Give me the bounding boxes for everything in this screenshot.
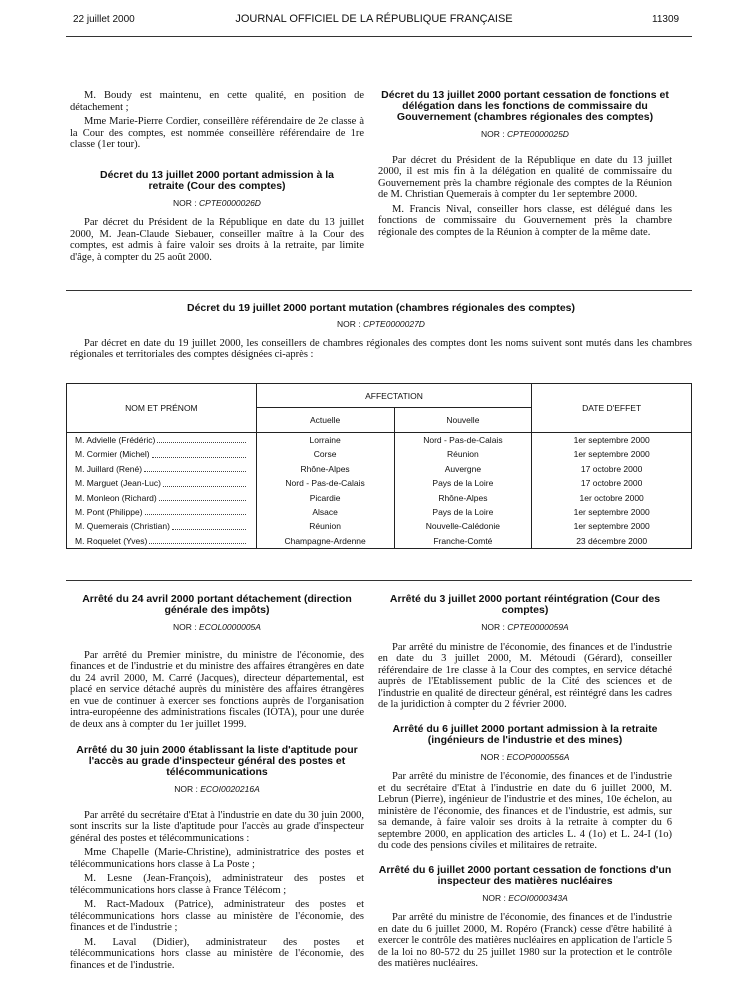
column-header-date: DATE D'EFFET	[532, 384, 692, 433]
nor-reference: NOR : ECOI0020216A	[174, 784, 260, 794]
table-row	[67, 519, 256, 533]
section-rule	[66, 290, 692, 291]
affectation-nouvelle: Réunion	[447, 449, 479, 460]
person-name: M. Monleon (Richard)	[75, 492, 157, 503]
table-row	[67, 505, 256, 519]
nor-reference: NOR : ECOP0000556A	[480, 751, 570, 762]
header-rule	[66, 36, 692, 37]
affectation-actuelle: Rhône-Alpes	[300, 463, 350, 474]
paragraph: Mme Chapelle (Marie-Christine), administratrice des postes et télécommunications hors classe à La Poste ;	[70, 847, 364, 870]
affectation-nouvelle: Franche-Comté	[433, 535, 493, 546]
paragraph: M. Lesne (Jean-François), administrateur des postes et télécommunications hors classe à France Télécom ;	[70, 873, 364, 896]
affectation-nouvelle: Rhône-Alpes	[438, 492, 488, 503]
affectation-actuelle: Champagne-Ardenne	[284, 535, 366, 546]
effective-date: 1er octobre 2000	[579, 492, 644, 503]
paragraph: M. Ract-Madoux (Patrice), administrateur des postes et télécommunications hors classe au ministère de l'économie, des finances et de l'industrie ;	[70, 899, 364, 933]
nor-reference: NOR : CPTE0000027D	[337, 319, 425, 329]
paragraph: Par arrêté du ministre de l'économie, des finances et de l'industrie en date du 6 juillet 2000, M. Ropéro (Franck) cesse d'être habilité à exercer le contrôle des matières nucléaires en application de l'article 5 de la loi no 80-572 du 25 juillet 1980 sur la protection et le contrôle des matières nucléaires.	[378, 912, 672, 969]
paragraph: Par décret du Président de la République en date du 13 juillet 2000, il est mis fin à la délégation en qualité de commissaire du Gouvernement près la chambre régionale des comptes de la Réunion de M. Christian Quemerais à compter du 1er septembre 2000.	[378, 154, 672, 200]
bottom-left-column	[70, 594, 364, 974]
affectation-actuelle: Lorraine	[309, 435, 341, 445]
affectation-nouvelle: Pays de la Loire	[432, 506, 494, 517]
decree-title: Décret du 19 juillet 2000 portant mutation (chambres régionales des comptes)	[186, 302, 576, 314]
paragraph: M. Francis Nival, conseiller hors classe, est délégué dans les fonctions de commissaire du Gouvernement près la chambre régionale des comptes de la Réunion à compter de la même date.	[378, 203, 672, 238]
effective-date: 17 octobre 2000	[580, 463, 643, 474]
decree-title: Décret du 13 juillet 2000 portant admission à la retraite (Cour des comptes)	[100, 168, 334, 192]
mutation-section	[70, 303, 692, 364]
person-name: M. Cormier (Michel)	[75, 449, 150, 460]
names-cell	[67, 433, 257, 549]
person-name: M. Juillard (René)	[75, 463, 143, 474]
bottom-right-column	[378, 594, 672, 973]
column-header-actuelle: Actuelle	[256, 408, 394, 433]
section-rule	[66, 580, 692, 581]
effective-date: 1er septembre 2000	[573, 449, 650, 460]
nouvelle-cell	[394, 433, 532, 549]
nor-reference: NOR : CPTE0000025D	[481, 129, 569, 139]
decree-title: Arrêté du 24 avril 2000 portant détachement (direction générale des impôts)	[82, 593, 352, 616]
decree-title: Arrêté du 3 juillet 2000 portant réintégration (Cour des comptes)	[389, 593, 661, 616]
person-name: M. Marguet (Jean-Luc)	[75, 478, 161, 489]
table-row	[67, 491, 256, 505]
decree-title: Arrêté du 6 juillet 2000 portant cessation de fonctions d'un inspecteur des matières nucléaires	[378, 863, 672, 887]
table-row	[67, 447, 256, 461]
page-header	[0, 0, 748, 40]
decree-title: Arrêté du 6 juillet 2000 portant admission à la retraite (ingénieurs de l'industrie et des mines)	[392, 722, 658, 746]
table-row	[67, 462, 256, 476]
paragraph: Par décret en date du 19 juillet 2000, les conseillers de chambres régionales des comptes dont les noms suivent sont mutés dans les chambres régionales et territoriales des comptes désignées ci-après :	[70, 337, 692, 360]
affectation-actuelle: Alsace	[312, 506, 338, 517]
person-name: M. Pont (Philippe)	[75, 506, 143, 517]
paragraph: Par arrêté du secrétaire d'Etat à l'industrie en date du 30 juin 2000, sont inscrits sur la liste d'aptitude pour l'accès au grade d'inspecteur général des postes et télécommunications :	[70, 809, 364, 844]
decree-title: Arrêté du 30 juin 2000 établissant la liste d'aptitude pour l'accès au grade d'inspecteur général des postes et télécommunications	[76, 744, 358, 778]
person-name: M. Quemerais (Christian)	[75, 521, 170, 532]
affectation-nouvelle: Nord - Pas-de-Calais	[423, 435, 503, 445]
actuelle-cell	[256, 433, 394, 549]
paragraph: Par arrêté du Premier ministre, du ministre de l'économie, des finances et de l'industrie et du ministre des affaires étrangères en date du 24 avril 2000, M. Carré (Jacques), directeur départemental, est placé en service détaché auprès du ministère des affaires étrangères en vue de continuer à exercer ses fonctions auprès de l'organisation intra-européenne des administrations fiscales (IOTA), pour une durée de deux ans à compter du 1er juillet 1999.	[70, 649, 364, 730]
table-row	[67, 476, 256, 490]
nor-reference: NOR : CPTE0000026D	[173, 197, 261, 208]
effective-date: 17 octobre 2000	[580, 478, 643, 489]
effective-date: 1er septembre 2000	[573, 506, 650, 517]
affectation-actuelle: Corse	[313, 449, 337, 460]
date-cell	[532, 433, 692, 549]
nor-reference: NOR : CPTE0000059A	[481, 622, 569, 632]
header-date: 22 juillet 2000	[73, 14, 135, 25]
top-right-column	[378, 90, 672, 241]
affectation-nouvelle: Auvergne	[444, 463, 482, 474]
affectation-actuelle: Réunion	[309, 521, 341, 532]
paragraph: Par décret du Président de la République en date du 13 juillet 2000, M. Jean-Claude Siebauer, conseiller maître à la Cour des comptes, est admis à faire valoir ses droits à la retraite, par limite d'âge, à compter du 25 août 2000.	[70, 217, 364, 263]
mutation-table	[66, 383, 692, 549]
nor-reference: NOR : ECOI0000343A	[482, 892, 568, 903]
journal-title: JOURNAL OFFICIEL DE LA RÉPUBLIQUE FRANÇAISE	[235, 13, 513, 25]
effective-date: 1er septembre 2000	[573, 521, 650, 532]
paragraph: M. Laval (Didier), administrateur des postes et télécommunications hors classe au ministère de l'économie, des finances et de l'industrie.	[70, 936, 364, 971]
decree-title: Décret du 13 juillet 2000 portant cessation de fonctions et délégation dans les fonctions de commissaire du Gouvernement (chambres régionales des comptes)	[381, 89, 669, 123]
table-row	[67, 534, 256, 548]
paragraph: Par arrêté du ministre de l'économie, des finances et de l'industrie en date du 3 juillet 2000, M. Métoudi (Gérard), conseiller référendaire de 1re classe à la Cour des comptes, en service détaché auprès de l'Etablissement public de la Cité des sciences et de l'industrie en qualité de directeur général, est réintégré dans les cadres de la juridiction à compter du 2 février 2000.	[378, 641, 672, 710]
person-name: M. Roquelet (Yves)	[75, 535, 148, 546]
top-left-column	[70, 90, 364, 266]
page-number: 11309	[652, 14, 680, 25]
effective-date: 1er septembre 2000	[573, 435, 650, 445]
nor-reference: NOR : ECOL0000005A	[173, 622, 261, 632]
column-header-affectation: AFFECTATION	[256, 384, 532, 408]
affectation-nouvelle: Pays de la Loire	[432, 478, 494, 489]
paragraph: Mme Marie-Pierre Cordier, conseillère référendaire de 2e classe à la Cour des comptes, est nommée conseillère référendaire de 1re classe (1er tour).	[70, 116, 364, 150]
paragraph: Par arrêté du ministre de l'économie, des finances et de l'industrie et du secrétaire d'Etat à l'industrie en date du 6 juillet 2000, M. Lebrun (Pierre), ingénieur de l'industrie et des mines, 10e échelon, au ministère de l'économie, des finances et de l'industrie, est admis, sur sa demande, à faire valoir ses droits à la retraite à compter du 6 septembre 2000, en application des articles L. 4 (1o) et L. 24-I (1o) du code des pensions civiles et militaires de retraite.	[378, 771, 672, 851]
paragraph: M. Boudy est maintenu, en cette qualité, en position de détachement ;	[70, 90, 364, 113]
column-header-name: NOM ET PRÉNOM	[67, 384, 257, 433]
column-header-nouvelle: Nouvelle	[394, 408, 532, 433]
affectation-actuelle: Nord - Pas-de-Calais	[285, 478, 365, 489]
table-row	[67, 433, 256, 447]
effective-date: 23 décembre 2000	[576, 535, 648, 546]
affectation-nouvelle: Nouvelle-Calédonie	[425, 521, 500, 532]
affectation-actuelle: Picardie	[309, 492, 341, 503]
person-name: M. Advielle (Frédéric)	[75, 435, 156, 445]
